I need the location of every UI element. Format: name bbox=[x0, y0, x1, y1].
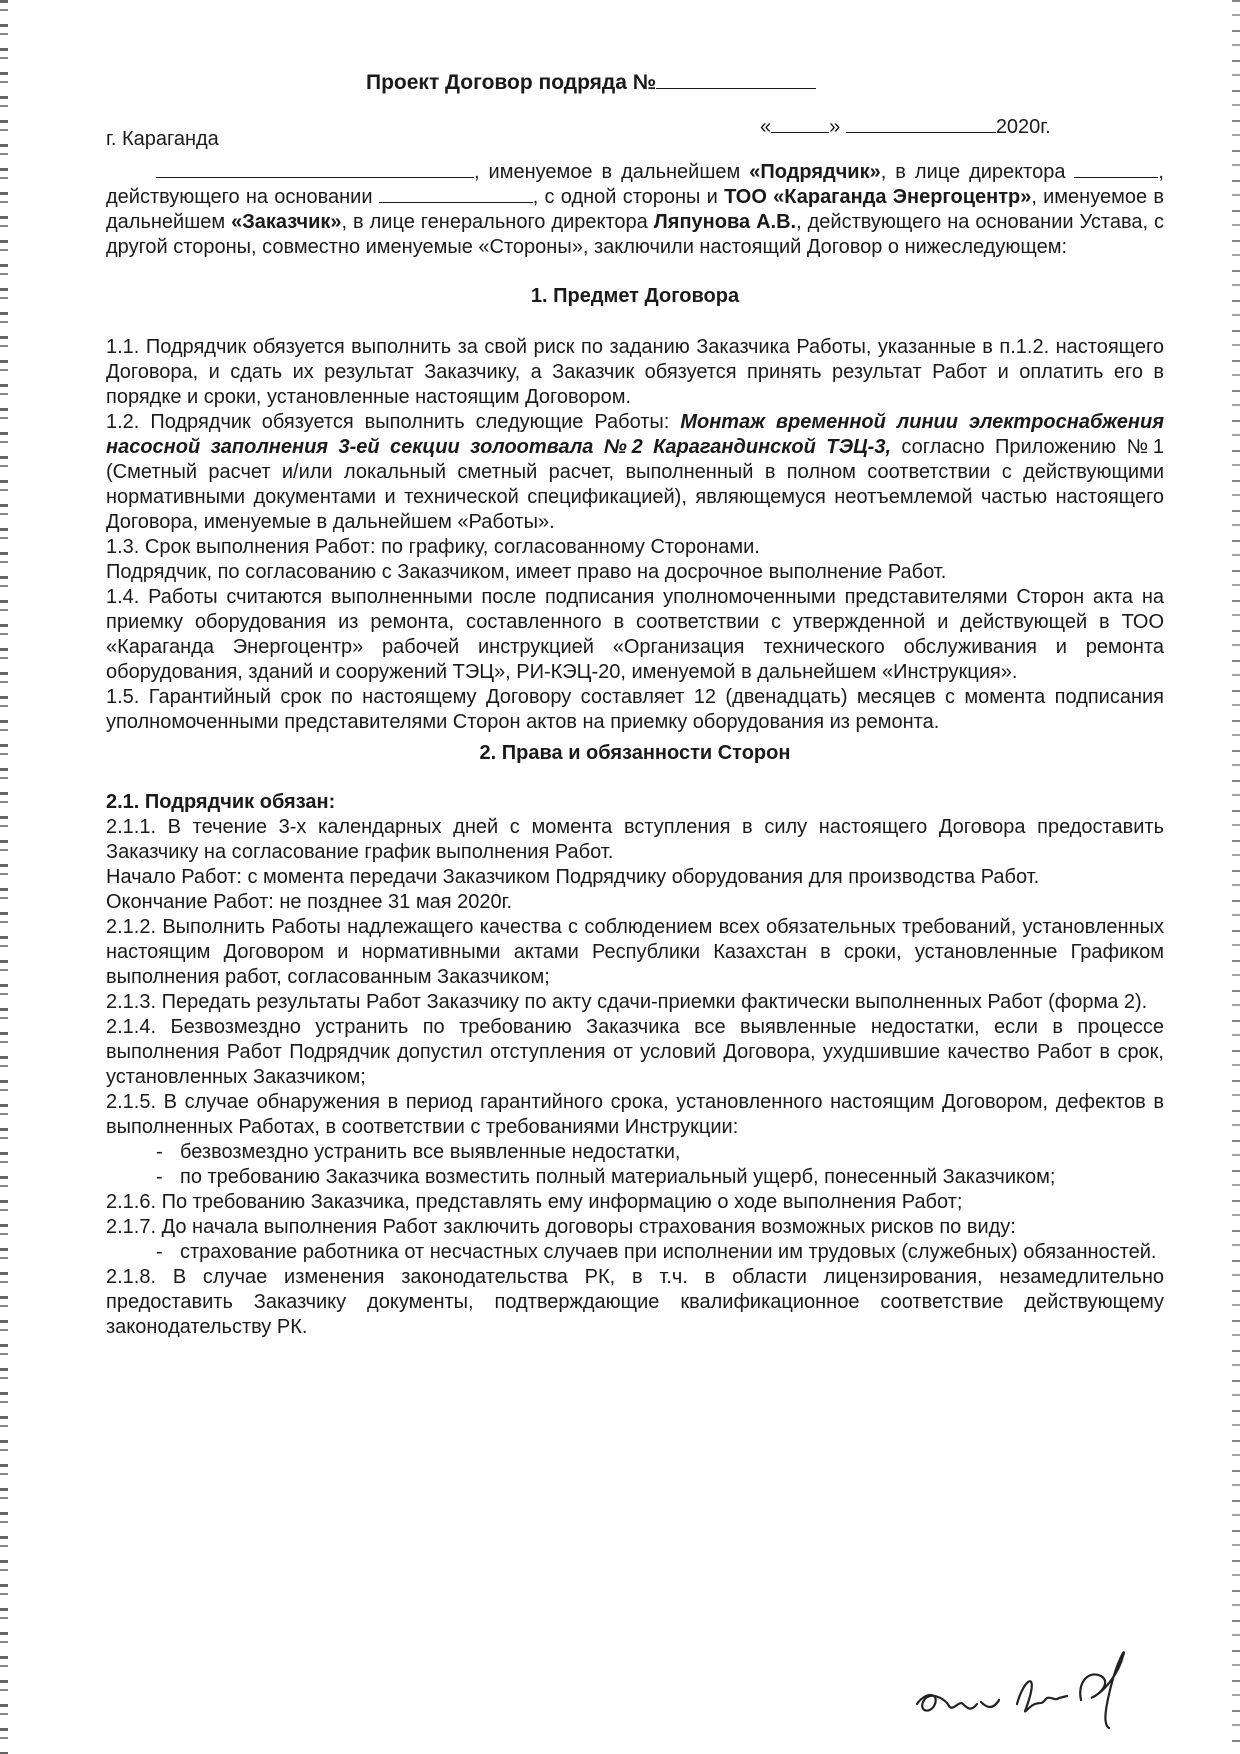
bullet-text: безвозмездно устранить все выявленные недостатки, bbox=[180, 1141, 681, 1163]
work-start: Начало Работ: с момента передачи Заказчиком Подрядчику оборудования для производства Работ. bbox=[106, 866, 1040, 888]
bullet-text: по требованию Заказчика возместить полный материальный ущерб, понесенный Заказчиком; bbox=[180, 1166, 1056, 1188]
director-name-blank bbox=[1074, 161, 1158, 178]
customer-org: ТОО «Караганда Энергоцентр» bbox=[724, 186, 1032, 208]
clause-2-1-7: 2.1.7. До начала выполнения Работ заключить договоры страхования возможных рисков по виду: bbox=[106, 1216, 1016, 1238]
scan-edge-left bbox=[0, 0, 8, 1754]
clause-2-1-5: 2.1.5. В случае обнаружения в период гарантийного срока, установленного настоящим Договором, дефектов в выполненных Работах, в соответствии с требованиями Инструкции: bbox=[106, 1091, 1164, 1138]
clause-1-1: 1.1. Подрядчик обязуется выполнить за свой риск по заданию Заказчика Работы, указанные в п.1.2. настоящего Договора, и сдать их результат Заказчику, а Заказчик обязуется принять результат Работ и оплатить его в порядке и сроки, установленные настоящим Договором. bbox=[106, 336, 1164, 408]
bullet-dash: - bbox=[156, 1141, 163, 1163]
subsection-2-1: 2.1. Подрядчик обязан: bbox=[106, 791, 336, 813]
bullet-item bbox=[106, 1165, 1164, 1190]
clause-1-3-note: Подрядчик, по согласованию с Заказчиком, имеет право на досрочное выполнение Работ. bbox=[106, 561, 947, 583]
clause-1-2-rest: согласно Приложению №1 (Сметный расчет и/или локальный сметный расчет, выполненный в полном соответствии с действующими нормативными документами и технической спецификацией), являющемуся неотъемлемой частью настоящего Договора, именуемые в дальнейшем «Работы». bbox=[106, 436, 1164, 533]
intro-text-c: , действующего на основании bbox=[106, 161, 1164, 208]
bullet-item bbox=[106, 1140, 1164, 1165]
city: г. Караганда bbox=[106, 128, 219, 150]
basis-blank bbox=[379, 186, 533, 203]
section-2-heading: 2. Права и обязанности Сторон bbox=[479, 742, 791, 764]
handwritten-signature bbox=[905, 1642, 1145, 1732]
intro-text-e: , именуемое в дальнейшем bbox=[106, 186, 1164, 233]
customer-term: «Заказчик» bbox=[231, 211, 342, 233]
clause-1-2-work: Монтаж временной линии электроснабжения насосной заполнения 3-ей секции золоотвала №2 Карагандинской ТЭЦ-3, bbox=[106, 411, 1165, 458]
clause-2-1-1: 2.1.1. В течение 3-х календарных дней с момента вступления в силу настоящего Договора предоставить Заказчику на согласование график выполнения Работ. bbox=[106, 816, 1164, 863]
contract-number-blank bbox=[656, 70, 816, 89]
clause-2-1-8: 2.1.8. В случае изменения законодательства РК, в т.ч. в области лицензирования, незамедлительно предоставить Заказчику документы, подтверждающие квалификационное соответствие действующему законодательству РК. bbox=[106, 1266, 1164, 1338]
title-text: Проект Договор подряда № bbox=[366, 71, 657, 94]
intro-text-g: , действующего на основании Устава, с другой стороны, совместно именуемые «Стороны», заключили настоящий Договор о нижеследующем: bbox=[106, 211, 1165, 258]
work-end: Окончание Работ: не позднее 31 мая 2020г. bbox=[106, 891, 513, 913]
month-blank bbox=[846, 116, 996, 133]
clause-1-5: 1.5. Гарантийный срок по настоящему Договору составляет 12 (двенадцать) месяцев с момента подписания уполномоченными представителями Сторон актов на приемку оборудования из ремонта. bbox=[106, 686, 1164, 733]
director-name: Ляпунова А.В. bbox=[653, 211, 797, 233]
clause-1-2 bbox=[106, 410, 1164, 535]
date-line bbox=[760, 116, 1051, 139]
clause-1-4: 1.4. Работы считаются выполненными после подписания уполномоченными представителями Сторон акта на приемку оборудования из ремонта, составленного в соответствии с утвержденной и действующей в ТОО «Караганда Энергоцентр» рабочей инструкцией «Организация технического обслуживания и ремонта оборудования, зданий и сооружений ТЭЦ», РИ-КЭЦ-20, именуемой в дальнейшем «Инструкция». bbox=[106, 586, 1164, 683]
intro-text-f: , в лице генерального директора bbox=[341, 211, 654, 233]
clause-2-1-2: 2.1.2. Выполнить Работы надлежащего качества с соблюдением всех обязательных требований, установленных настоящим Договором и нормативными актами Республики Казахстан в сроки, установленные Графиком выполнения работ, согласованным Заказчиком; bbox=[106, 916, 1164, 988]
bullet-item bbox=[106, 1240, 1164, 1265]
date-open-quote: « bbox=[760, 116, 772, 138]
contractor-name-blank bbox=[156, 161, 474, 178]
contractor-term: «Подрядчик» bbox=[749, 161, 881, 183]
date-close-quote: » bbox=[829, 116, 841, 138]
year: 2020г. bbox=[995, 116, 1051, 138]
scan-edge-right bbox=[1232, 0, 1240, 1754]
intro-text-d: , с одной стороны и bbox=[532, 186, 725, 208]
section-1-heading: 1. Предмет Договора bbox=[530, 285, 740, 307]
intro-paragraph bbox=[106, 160, 1164, 260]
day-blank bbox=[771, 116, 829, 133]
intro-text-a: , именуемое в дальнейшем bbox=[474, 161, 750, 183]
bullet-dash: - bbox=[156, 1241, 163, 1263]
clause-1-2-lead: 1.2. Подрядчик обязуется выполнить следующие Работы: bbox=[106, 411, 681, 433]
document-title bbox=[366, 70, 816, 95]
bullet-text: страхование работника от несчастных случаев при исполнении им трудовых (служебных) обязанностей. bbox=[180, 1241, 1157, 1263]
clause-2-1-4: 2.1.4. Безвозмездно устранить по требованию Заказчика все выявленные недостатки, если в процессе выполнения Работ Подрядчик допустил отступления от условий Договора, ухудшившие качество Работ в срок, установленных Заказчиком; bbox=[106, 1016, 1164, 1088]
intro-text-b: , в лице директора bbox=[880, 161, 1075, 183]
clause-2-1-3: 2.1.3. Передать результаты Работ Заказчику по акту сдачи-приемки фактически выполненных Работ (форма 2). bbox=[106, 991, 1148, 1013]
document-body bbox=[106, 160, 1164, 1340]
clause-1-3: 1.3. Срок выполнения Работ: по графику, согласованному Сторонами. bbox=[106, 536, 760, 558]
bullet-dash: - bbox=[156, 1166, 163, 1188]
clause-2-1-6: 2.1.6. По требованию Заказчика, представлять ему информацию о ходе выполнения Работ; bbox=[106, 1191, 963, 1213]
